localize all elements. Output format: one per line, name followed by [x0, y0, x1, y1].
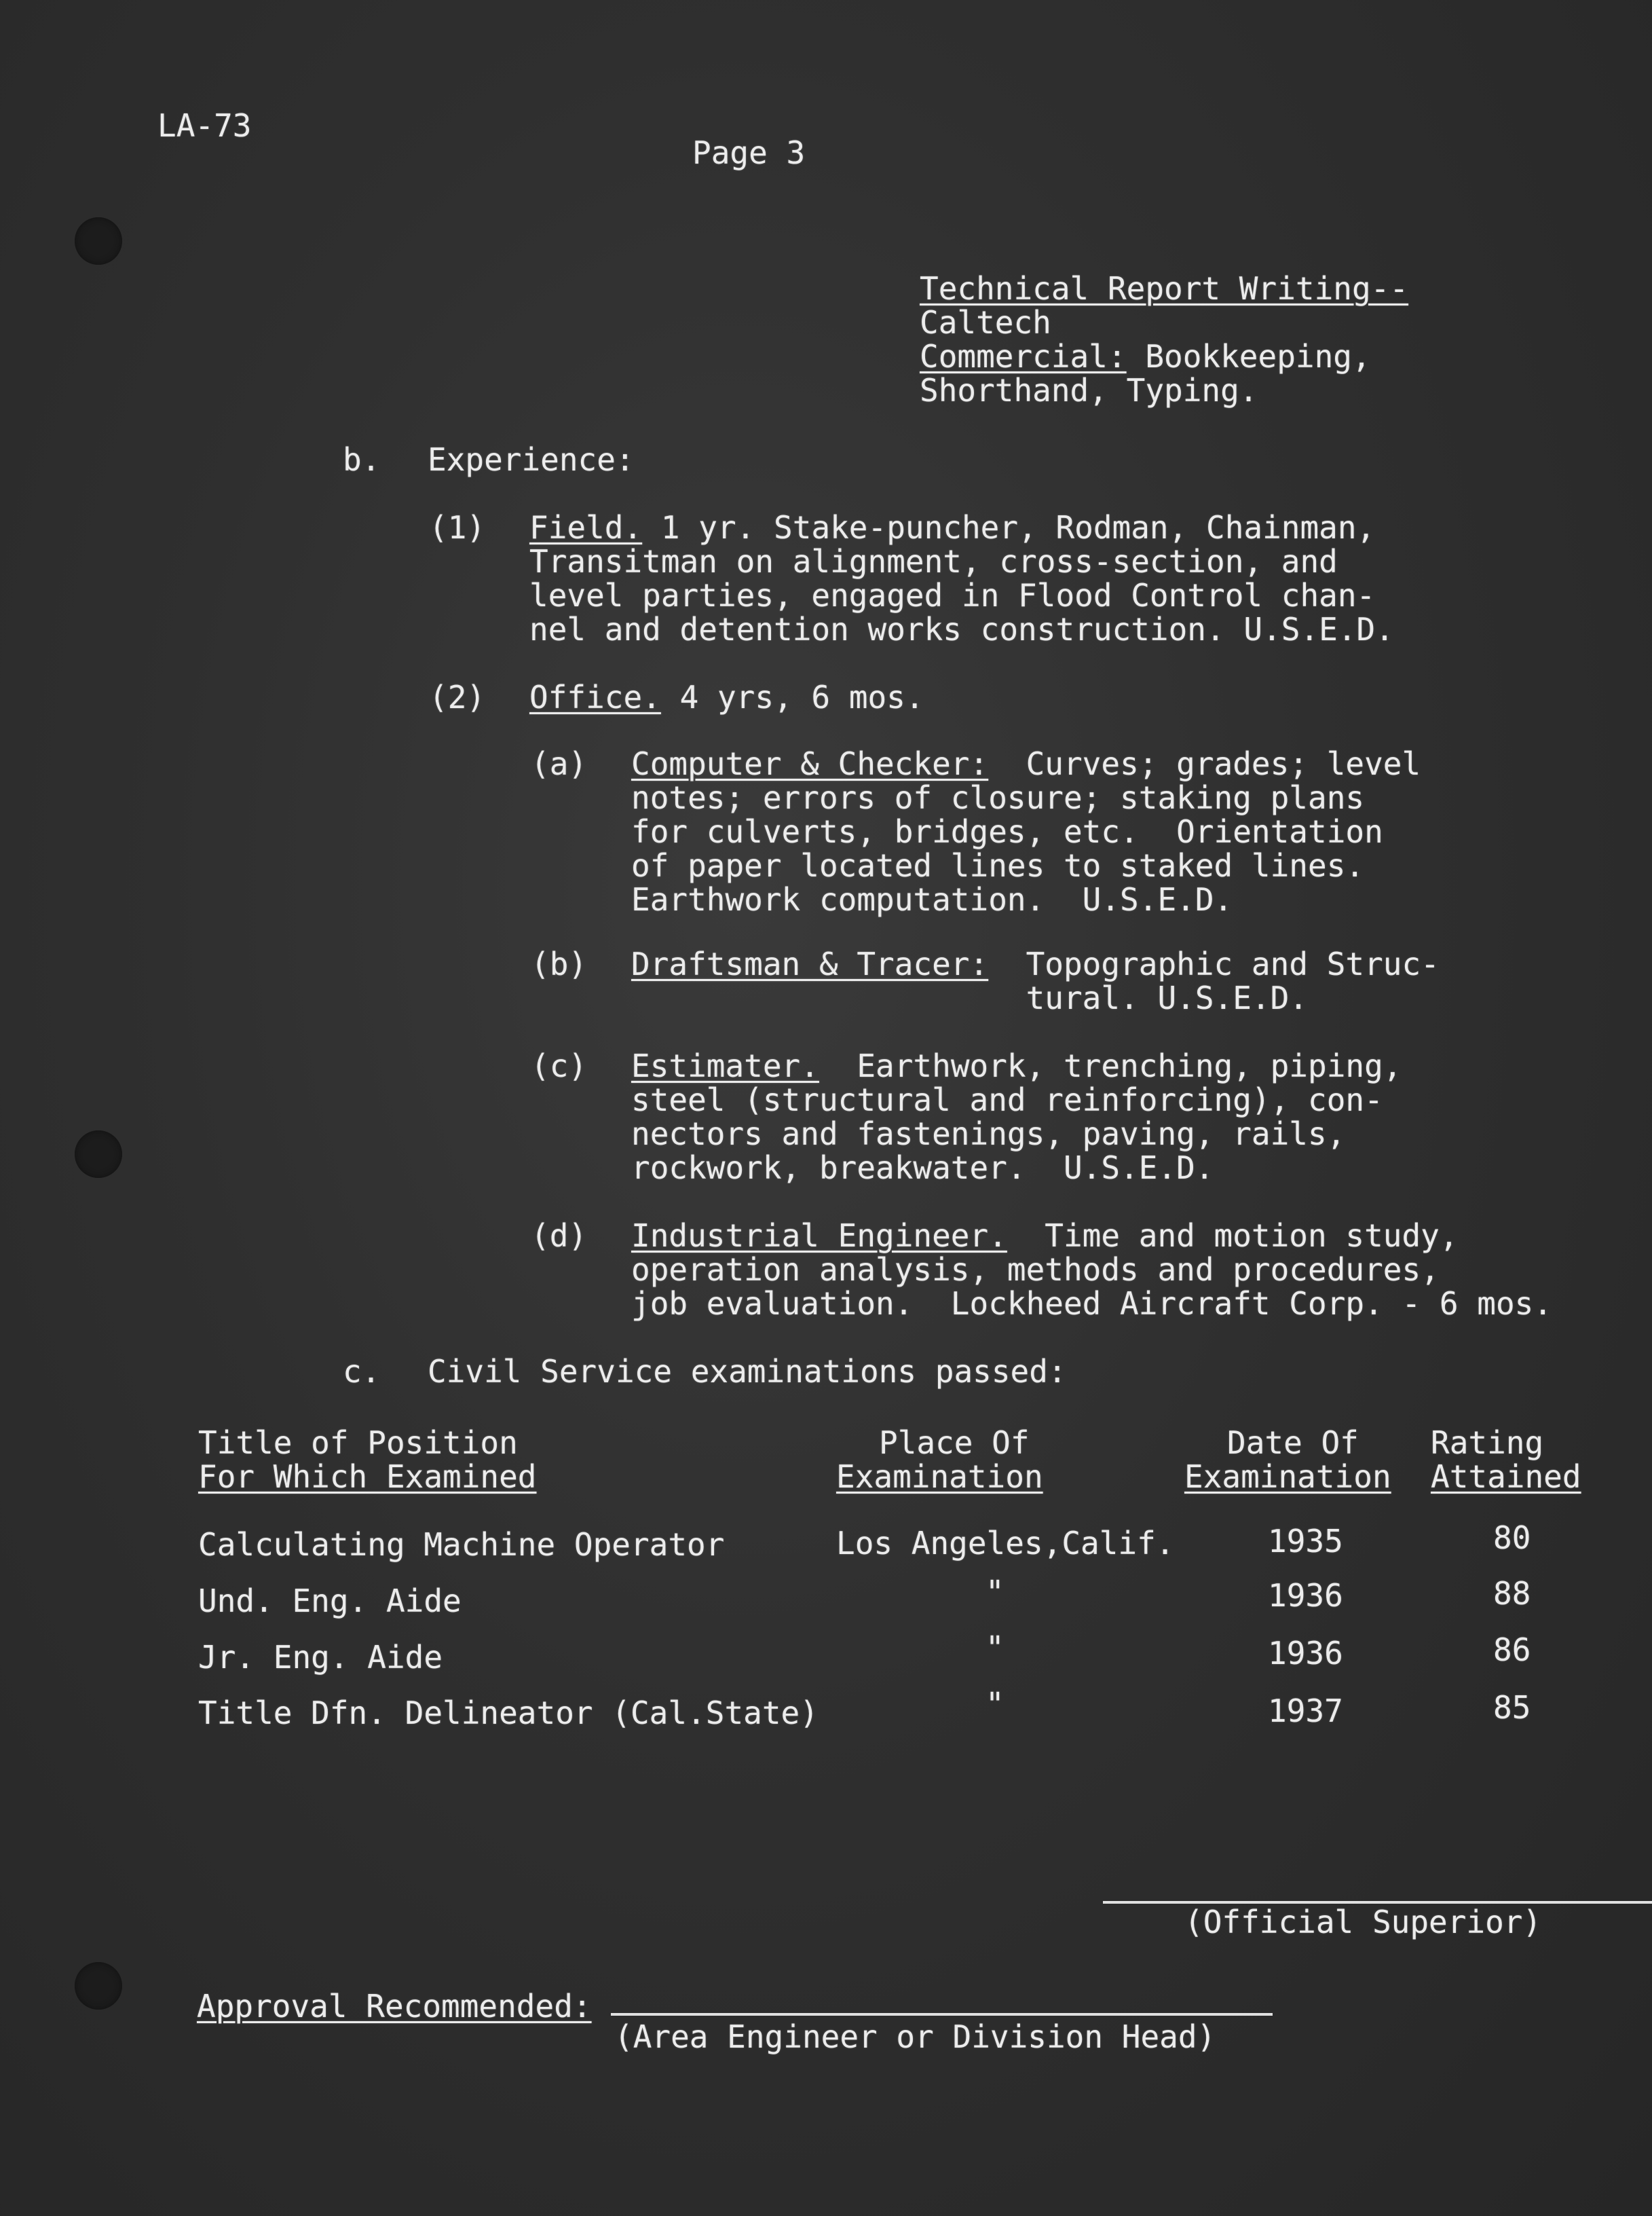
- punch-hole-top: [75, 217, 122, 265]
- field-marker: (1): [429, 509, 486, 546]
- row-date: 1937: [1268, 1693, 1343, 1729]
- row-place: ": [985, 1629, 1005, 1666]
- row-date: 1935: [1268, 1523, 1343, 1559]
- col-header-place-top: Place Of: [879, 1424, 1030, 1461]
- field-label: Field.: [529, 509, 643, 546]
- field-line: nel and detention works construction. U.S.E.D.: [529, 611, 1394, 648]
- office-item-d: [631, 1219, 1552, 1321]
- office-item-d-marker: (d): [531, 1217, 588, 1254]
- punch-hole-bottom: [75, 1962, 122, 2010]
- office-item-c-first: [631, 1049, 1402, 1083]
- commercial-rest: Bookkeeping,: [1126, 338, 1371, 375]
- row-title: Jr. Eng. Aide: [198, 1639, 443, 1676]
- col-header-date-top: Date Of: [1227, 1424, 1359, 1461]
- row-rating: 86: [1493, 1631, 1531, 1668]
- row-date: 1936: [1268, 1635, 1343, 1672]
- col-header-title-top: Title of Position: [198, 1424, 518, 1461]
- col-header-rating-bottom: Attained: [1431, 1458, 1581, 1495]
- office-item-b-label: Draftsman & Tracer:: [631, 946, 989, 982]
- education-line-commercial: [920, 339, 1408, 373]
- office-item-d-first: [631, 1219, 1552, 1253]
- office-item-a-first-rest: Curves; grades; level: [988, 745, 1421, 782]
- section-c-marker: c.: [343, 1353, 381, 1390]
- education-continued: [920, 272, 1408, 407]
- row-title: Title Dfn. Delineator (Cal.State): [198, 1695, 819, 1731]
- commercial-label: Commercial:: [920, 338, 1127, 375]
- office-item-a-label: Computer & Checker:: [631, 745, 989, 782]
- field-line-first: [529, 511, 1394, 544]
- field-first-rest: 1 yr. Stake-puncher, Rodman, Chainman,: [642, 509, 1376, 546]
- office-item-d-first-rest: Time and motion study,: [1007, 1217, 1459, 1254]
- office-item-c-first-rest: Earthwork, trenching, piping,: [819, 1048, 1402, 1084]
- office-item-c: [631, 1049, 1402, 1185]
- office-item-d-label: Industrial Engineer.: [631, 1217, 1007, 1254]
- office-item-d-line: operation analysis, methods and procedures,: [631, 1251, 1440, 1288]
- row-rating: 85: [1493, 1689, 1531, 1726]
- office-item-d-line: job evaluation. Lockheed Aircraft Corp. - 6 mos.: [631, 1285, 1553, 1322]
- field-entry: [529, 511, 1394, 646]
- office-item-a-line: notes; errors of closure; staking plans: [631, 779, 1365, 816]
- education-line-shorthand: Shorthand, Typing.: [920, 372, 1258, 409]
- punch-hole-middle: [75, 1130, 122, 1178]
- office-line: [529, 680, 924, 714]
- col-header-rating-top: Rating: [1431, 1424, 1544, 1461]
- document-id: LA-73: [157, 107, 252, 144]
- office-item-c-line: steel (structural and reinforcing), con-: [631, 1082, 1383, 1118]
- approval-signature-line: [611, 2013, 1273, 2016]
- office-item-b-marker: (b): [531, 946, 588, 982]
- office-item-c-marker: (c): [531, 1048, 588, 1084]
- official-superior-label: (Official Superior): [1184, 1904, 1542, 1940]
- section-b-heading: Experience:: [428, 441, 635, 478]
- section-c-heading: Civil Service examinations passed:: [428, 1353, 1067, 1390]
- office-item-c-label: Estimater.: [631, 1048, 819, 1084]
- office-marker: (2): [429, 679, 486, 716]
- office-item-b: [631, 947, 1440, 1015]
- row-title: Calculating Machine Operator: [198, 1526, 725, 1563]
- col-header-place-bottom: Examination: [836, 1458, 1043, 1495]
- office-item-a-line: of paper located lines to staked lines.: [631, 847, 1365, 884]
- office-item-a-line: for culverts, bridges, etc. Orientation: [631, 813, 1383, 850]
- row-date: 1936: [1268, 1577, 1343, 1614]
- office-label: Office.: [529, 679, 661, 716]
- office-item-b-first: [631, 947, 1440, 981]
- office-rest: 4 yrs, 6 mos.: [660, 679, 924, 716]
- field-line: level parties, engaged in Flood Control chan-: [529, 577, 1376, 614]
- area-engineer-label: (Area Engineer or Division Head): [614, 2018, 1216, 2055]
- page-label: Page 3: [692, 134, 806, 171]
- office-item-c-line: nectors and fastenings, paving, rails,: [631, 1115, 1346, 1152]
- office-item-a-line: Earthwork computation. U.S.E.D.: [631, 881, 1233, 918]
- row-place: ": [985, 1574, 1005, 1610]
- row-title: Und. Eng. Aide: [198, 1583, 462, 1619]
- row-place: Los Angeles,Calif.: [836, 1525, 1175, 1562]
- section-b-marker: b.: [343, 441, 381, 478]
- col-header-date-bottom: Examination: [1184, 1458, 1391, 1495]
- row-place: ": [985, 1686, 1005, 1722]
- approval-recommended-label: Approval Recommended:: [197, 1988, 592, 2025]
- row-rating: 88: [1493, 1575, 1531, 1612]
- field-line: Transitman on alignment, cross-section, and: [529, 543, 1338, 580]
- education-line-caltech: Caltech: [920, 304, 1051, 341]
- office-item-c-line: rockwork, breakwater. U.S.E.D.: [631, 1149, 1214, 1186]
- office-item-b-line: tural. U.S.E.D.: [631, 980, 1308, 1016]
- office-item-a-marker: (a): [531, 745, 588, 782]
- row-rating: 80: [1493, 1519, 1531, 1556]
- col-header-title-bottom: For Which Examined: [198, 1458, 537, 1495]
- office-item-a-first: [631, 747, 1421, 781]
- education-line-technical-report: Technical Report Writing--: [920, 270, 1409, 307]
- office-item-a: [631, 747, 1421, 917]
- office-item-b-first-rest: Topographic and Struc-: [988, 946, 1440, 982]
